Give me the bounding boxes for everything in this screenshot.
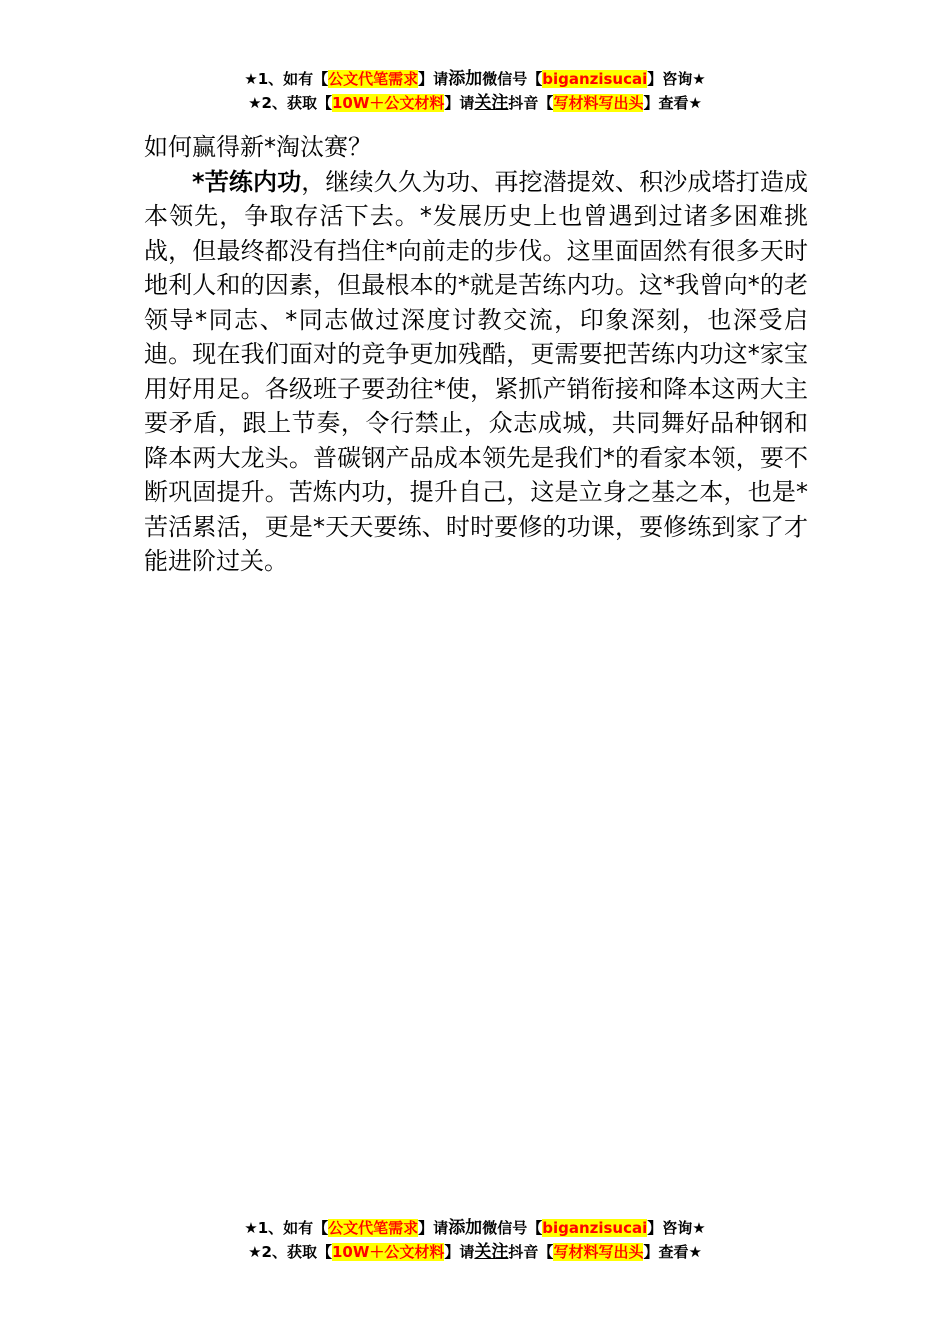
banner-highlight: biganzisucai [542,1219,648,1237]
paragraph-lead: *苦练内功 [192,167,302,196]
banner-text: ★2、获取【 [248,1243,332,1261]
banner-line-2 [0,91,950,115]
banner-text: 抖音【 [508,94,554,112]
banner-text: 抖音【 [508,1243,554,1261]
banner-text: ★1、如有【 [244,70,329,88]
paragraph-question: 如何赢得新*淘汰赛？ [144,133,372,161]
banner-emphasis: 添加 [448,69,483,89]
banner-line-1 [0,1216,950,1240]
banner-text: ★1、如有【 [244,1219,329,1237]
banner-emphasis: 关注 [474,1242,509,1262]
footer-banner [0,1216,950,1264]
banner-text: 微信号【 [482,1219,543,1237]
header-banner [0,67,950,115]
banner-text: 】请 [418,1219,449,1237]
banner-text: 微信号【 [482,70,543,88]
banner-text: 】咨询★ [647,70,706,88]
banner-text: 】请 [418,70,449,88]
banner-text: 】请 [444,94,475,112]
banner-text: 】查看★ [643,94,702,112]
banner-highlight: 写材料写出头 [553,94,644,112]
banner-text: 】咨询★ [647,1219,706,1237]
banner-text: ★2、获取【 [248,94,332,112]
document-body [144,130,808,579]
banner-highlight: biganzisucai [542,70,648,88]
banner-emphasis: 添加 [448,1218,483,1238]
banner-text: 】请 [444,1243,475,1261]
banner-highlight: 公文代笔需求 [328,1219,419,1237]
banner-line-2 [0,1240,950,1264]
paragraph-main [144,165,808,579]
banner-line-1 [0,67,950,91]
banner-highlight: 公文代笔需求 [328,70,419,88]
banner-highlight: 10W＋公文材料 [331,94,445,112]
banner-emphasis: 关注 [474,93,509,113]
banner-text: 】查看★ [643,1243,702,1261]
banner-highlight: 写材料写出头 [553,1243,644,1261]
paragraph-body: ，继续久久为功、再挖潜提效、积沙成塔打造成本领先，争取存活下去。*发展历史上也曾遇到过诸多困难挑战，但最终都没有挡住*向前走的步伐。这里面固然有很多天时地利人和的因素，但最根本的*就是苦练内功。这*我曾向*的老领导*同志、*同志做过深度讨教交流，印象深刻，也深受启迪。现在我们面对的竞争更加残酷，更需要把苦练内功这*家宝用好用足。各级班子要劲往*使，紧抓产销衔接和降本这两大主要矛盾，跟上节奏，令行禁止，众志成城，共同舞好品种钢和降本两大龙头。普碳钢产品成本领先是我们*的看家本领，要不断巩固提升。苦炼内功，提升自己，这是立身之基之本，也是*苦活累活，更是*天天要练、时时要修的功课，要修练到家了才能进阶过关。 [144,167,808,575]
banner-highlight: 10W＋公文材料 [331,1243,445,1261]
